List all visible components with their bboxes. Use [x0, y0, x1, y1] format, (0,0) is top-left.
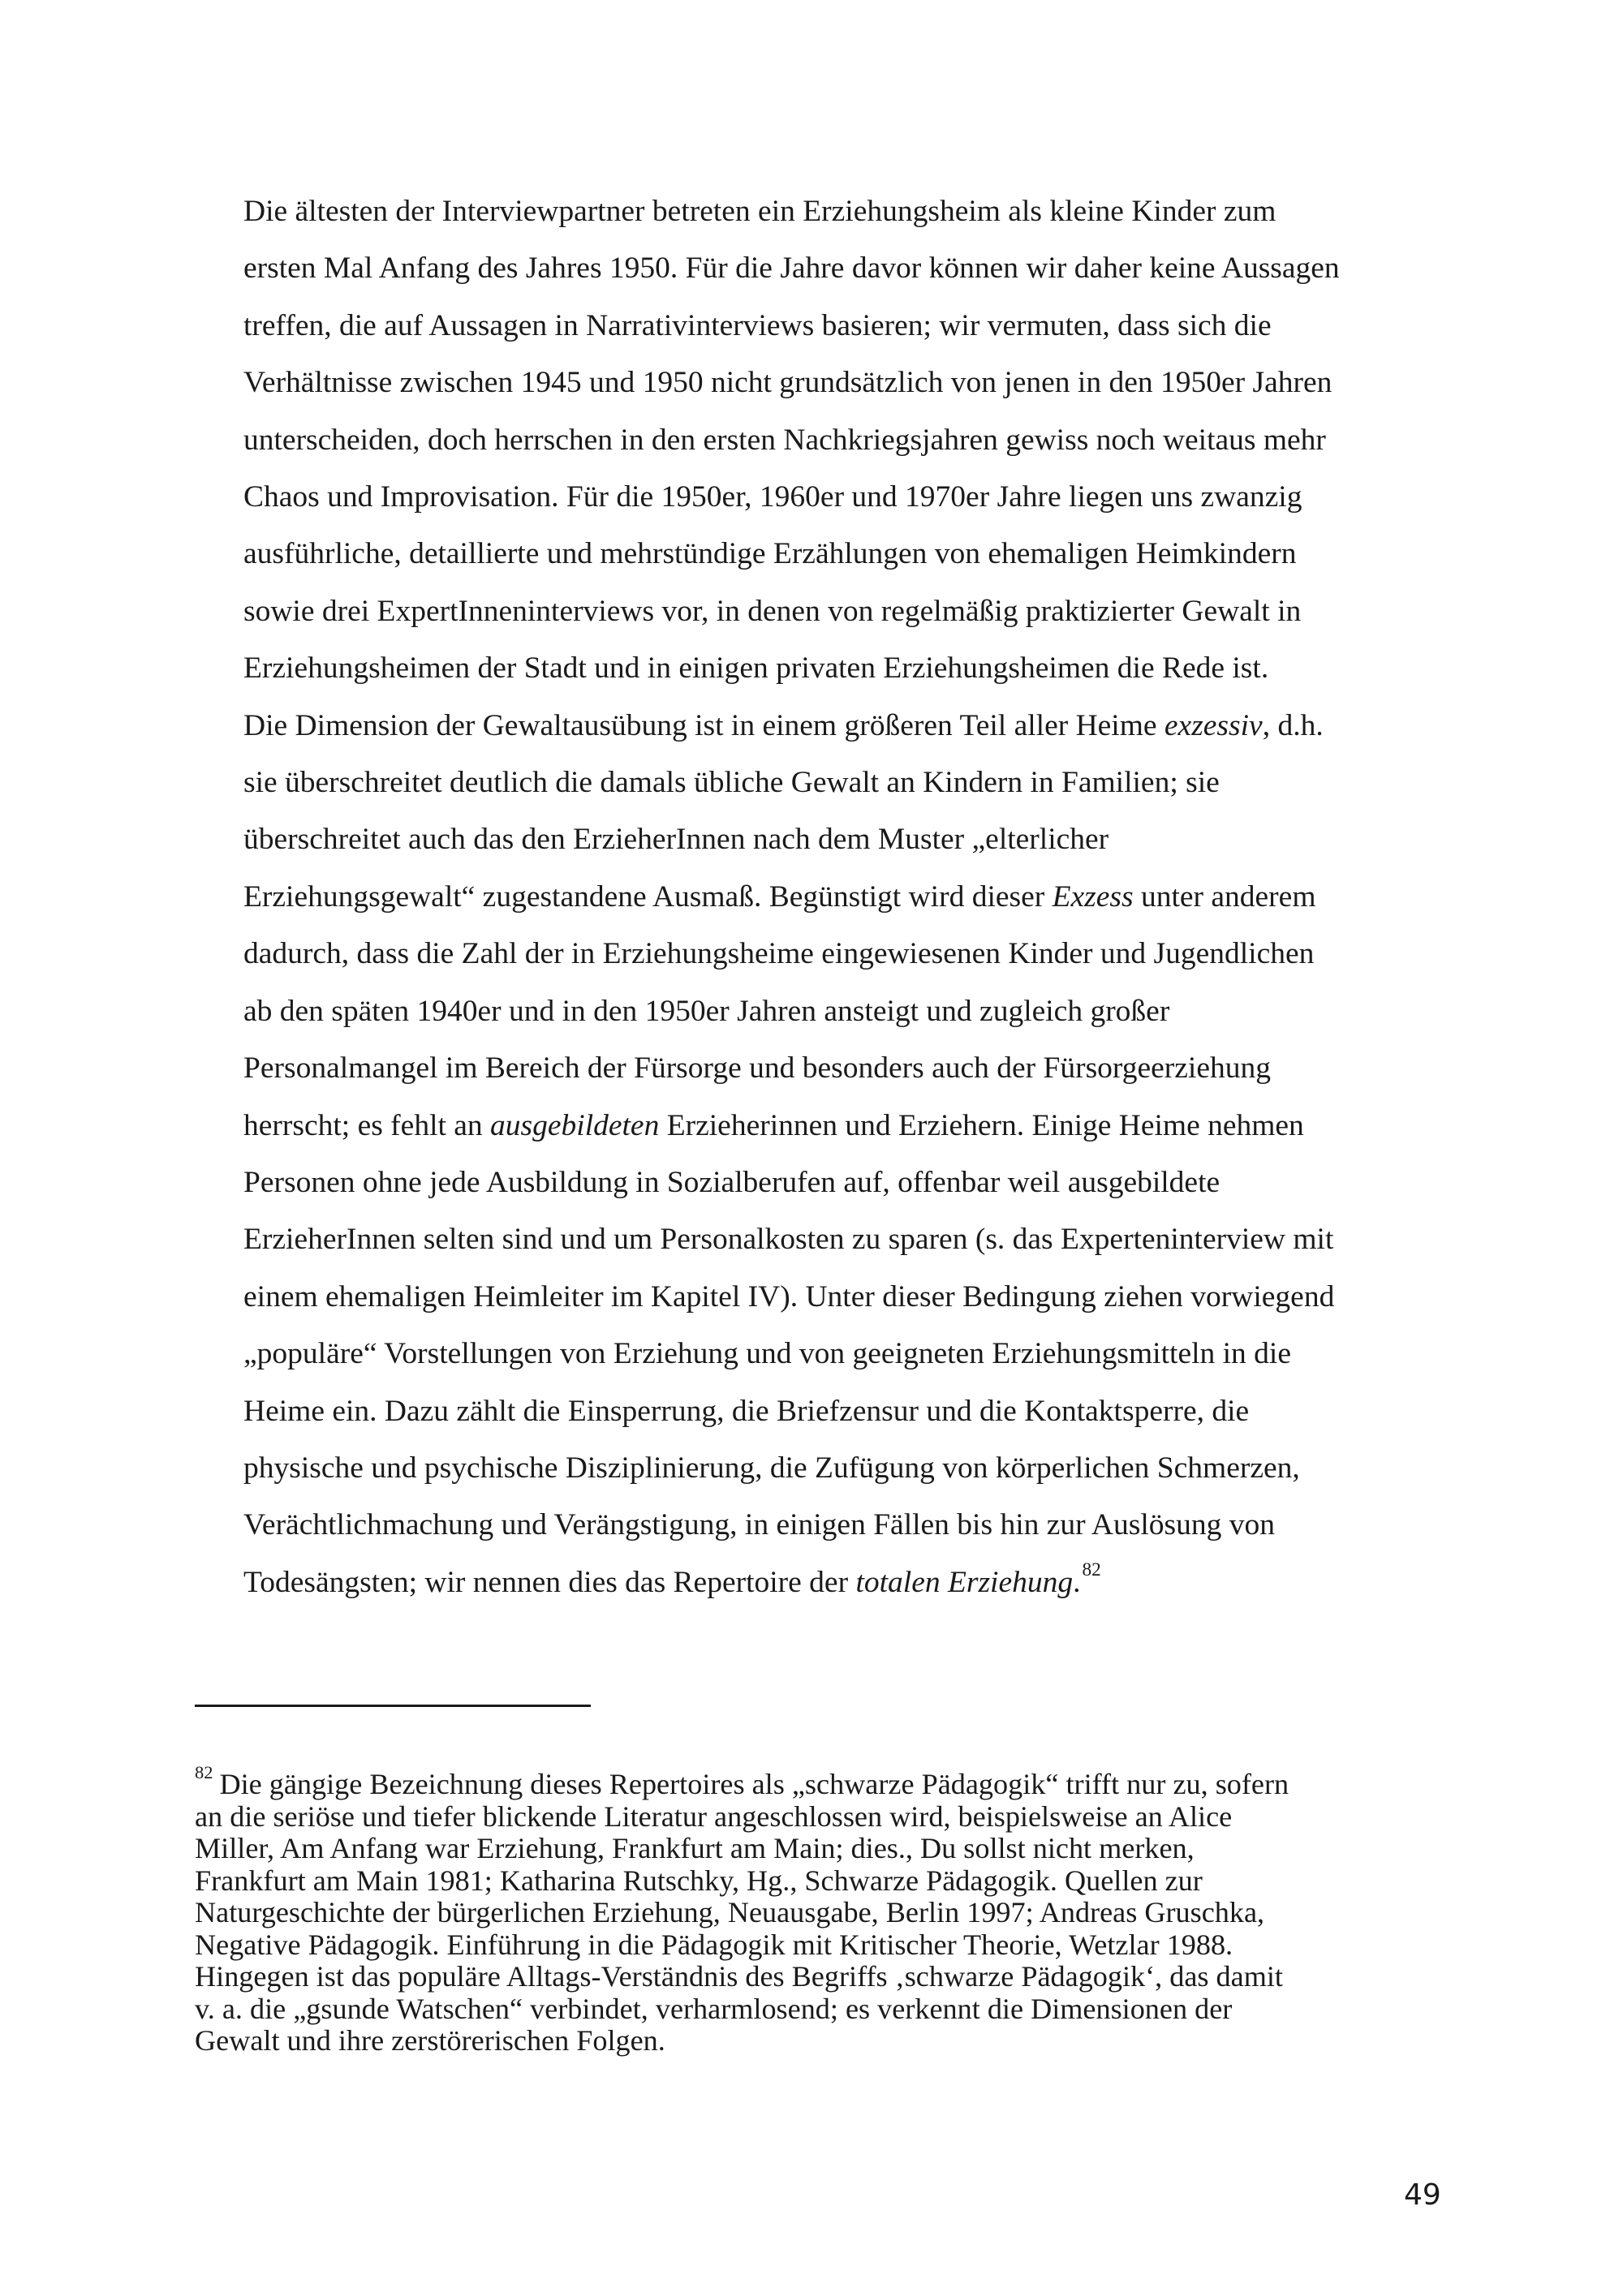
footnote-line-text: Die gängige Bezeichnung dieses Repertoires als „schwarze Pädagogik“ trifft nur zu, sofern	[219, 1768, 1289, 1800]
emphasis-text: totalen Erziehung	[855, 1565, 1074, 1599]
body-line: treffen, die auf Aussagen in Narrativinterviews basieren; wir vermuten, dass sich die	[243, 308, 1272, 342]
emphasis-text: ausgebildeten	[490, 1108, 660, 1142]
footnote-marker: 82	[195, 1761, 213, 1782]
footnote-reference[interactable]: 82	[1082, 1559, 1101, 1580]
footnote-line: Naturgeschichte der bürgerlichen Erziehung, Neuausgabe, Berlin 1997; Andreas Gruschka,	[195, 1896, 1265, 1928]
body-line: Personalmangel im Bereich der Fürsorge und besonders auch der Fürsorgeerziehung	[243, 1051, 1271, 1086]
line-text: Erzieherinnen und Erziehern. Einige Heime nehmen	[659, 1108, 1304, 1142]
body-line	[243, 698, 1453, 755]
body-line: Die ältesten der Interviewpartner betreten ein Erziehungsheim als kleine Kinder zum	[243, 195, 1276, 228]
body-line: sowie drei ExpertInneninterviews vor, in denen von regelmäßig praktizierter Gewalt in	[243, 594, 1302, 628]
emphasis-text: Exzess	[1052, 879, 1134, 914]
footnote-separator	[195, 1705, 591, 1707]
line-text: unter anderem	[1133, 879, 1316, 914]
footnote-line: Frankfurt am Main 1981; Katharina Rutschky, Hg., Schwarze Pädagogik. Quellen zur	[195, 1864, 1203, 1897]
footnote-line: an die seriöse und tiefer blickende Literatur angeschlossen wird, beispielsweise an Alice	[195, 1799, 1233, 1833]
body-line: ErzieherInnen selten sind und um Personalkosten zu sparen (s. das Experteninterview mit	[243, 1223, 1334, 1257]
body-line	[243, 1098, 1453, 1154]
page-number: 49	[1404, 2178, 1441, 2212]
body-line: ersten Mal Anfang des Jahres 1950. Für die Jahre davor können wir daher keine Aussagen	[243, 252, 1340, 286]
body-line: Chaos und Improvisation. Für die 1950er, 1960er und 1970er Jahre liegen uns zwanzig	[243, 480, 1302, 514]
footnote-line: Gewalt und ihre zerstörerischen Folgen.	[195, 2024, 665, 2057]
body-line: Heime ein. Dazu zählt die Einsperrung, die Briefzensur und die Kontaktsperre, die	[243, 1394, 1250, 1428]
body-line: ausführliche, detaillierte und mehrstündige Erzählungen von ehemaligen Heimkindern	[243, 537, 1297, 571]
line-text: herrscht; es fehlt an	[243, 1108, 491, 1142]
emphasis-text: exzessiv	[1164, 708, 1263, 742]
line-text: Die Dimension der Gewaltausübung ist in einem größeren Teil aller Heime	[243, 708, 1165, 742]
line-text: Erziehungsgewalt“ zugestandene Ausmaß. Begünstigt wird dieser	[243, 879, 1053, 914]
body-line: Personen ohne jede Ausbildung in Sozialberufen auf, offenbar weil ausgebildete	[243, 1165, 1220, 1199]
body-line: Verhältnisse zwischen 1945 und 1950 nicht grundsätzlich von jenen in den 1950er Jahren	[243, 366, 1332, 400]
body-line: unterscheiden, doch herrschen in den ersten Nachkriegsjahren gewiss noch weitaus mehr	[243, 423, 1326, 457]
line-text: .	[1073, 1565, 1081, 1599]
body-line: Erziehungsheimen der Stadt und in einigen privaten Erziehungsheimen die Rede ist.	[243, 651, 1269, 686]
line-text: , d.h.	[1262, 708, 1324, 742]
body-line: sie überschreitet deutlich die damals übliche Gewalt an Kindern in Familien; sie	[243, 766, 1220, 800]
footnote-line: Hingegen ist das populäre Alltags-Verständnis des Begriffs ‚schwarze Pädagogik‘, das damit	[195, 1960, 1283, 1993]
body-line: Verächtlichmachung und Verängstigung, in einigen Fällen bis hin zur Auslösung von	[243, 1508, 1275, 1542]
line-text: Todesängsten; wir nennen dies das Repertoire der	[243, 1565, 856, 1599]
footnote-line: v. a. die „gsunde Watschen“ verbindet, verharmlosend; es verkennt die Dimensionen der	[195, 1992, 1233, 2025]
body-line	[243, 869, 1453, 926]
body-line: physische und psychische Disziplinierung, die Zufügung von körperlichen Schmerzen,	[243, 1451, 1300, 1485]
footnote	[195, 1761, 1461, 2057]
body-line: überschreitet auch das den ErzieherInnen nach dem Muster „elterlicher	[243, 823, 1109, 857]
body-line: einem ehemaligen Heimleiter im Kapitel IV). Unter dieser Bedingung ziehen vorwiegend	[243, 1279, 1335, 1314]
footnote-line: Miller, Am Anfang war Erziehung, Frankfurt am Main; dies., Du sollst nicht merken,	[195, 1832, 1195, 1864]
footnote-line	[195, 1761, 1461, 1801]
body-line: ab den späten 1940er und in den 1950er Jahren ansteigt und zugleich großer	[243, 994, 1170, 1028]
body-text	[243, 183, 1453, 1611]
body-line	[243, 1554, 1453, 1611]
body-line: „populäre“ Vorstellungen von Erziehung und von geeigneten Erziehungsmitteln in die	[243, 1337, 1291, 1371]
footnote-line: Negative Pädagogik. Einführung in die Pädagogik mit Kritischer Theorie, Wetzlar 1988.	[195, 1928, 1233, 1961]
body-line: dadurch, dass die Zahl der in Erziehungsheime eingewiesenen Kinder und Jugendlichen	[243, 937, 1315, 971]
